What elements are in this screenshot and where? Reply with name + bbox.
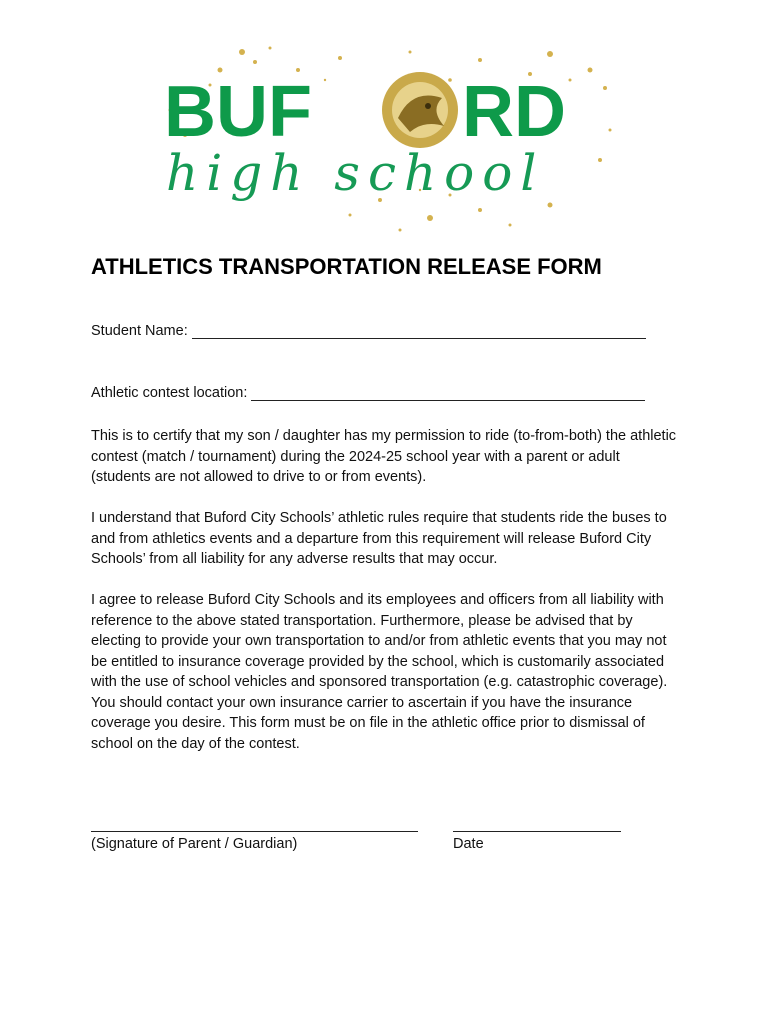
buford-logo-graphic (150, 40, 620, 235)
date-line (453, 831, 621, 832)
parent-signature-label: (Signature of Parent / Guardian) (91, 836, 298, 852)
student-name-blank (192, 324, 646, 339)
tiger-head-icon (382, 72, 458, 148)
buford-letters-right: RD (462, 72, 566, 152)
date-label: Date (453, 836, 484, 852)
release-paragraph: I agree to release Buford City Schools and its employees and officers from all liability with reference to the above stated transportation. Furthermore, please be advised that by electing to provide your own transportation to and/or from athletic events that you may not be entitled to insurance coverage provided by the school, which is customarily associated with the use of school vehicles and sponsored transportation (e.g. catastrophic coverage). You should contact your own insurance carrier to ascertain if you have the insurance coverage you desire. This form must be on file in the athletic office prior to dismissal of school on the day of the contest. (91, 592, 668, 752)
form-title: ATHLETICS TRANSPORTATION RELEASE FORM (91, 254, 602, 279)
contest-location-blank (251, 386, 645, 401)
high-school-script: high school (166, 144, 545, 202)
permission-paragraph: This is to certify that my son / daughter has my permission to ride (to-from-both) the athletic contest (match / tournament) during the 2024-25 school year with a parent or adult (students are not allowed to drive to or from events). (91, 428, 677, 485)
buford-letters-left: BUF (164, 72, 312, 152)
student-name-label: Student Name: (91, 323, 188, 339)
contest-location-field (91, 385, 645, 401)
student-name-field (91, 323, 646, 339)
parent-signature-line (91, 831, 418, 832)
school-logo (150, 40, 620, 235)
rules-paragraph: I understand that Buford City Schools’ athletic rules require that students ride the buses to and from athletics events and a departure from this requirement will release Buford City Schools’ from all liability for any adverse results that may occur. (91, 510, 667, 567)
contest-location-label: Athletic contest location: (91, 385, 248, 401)
